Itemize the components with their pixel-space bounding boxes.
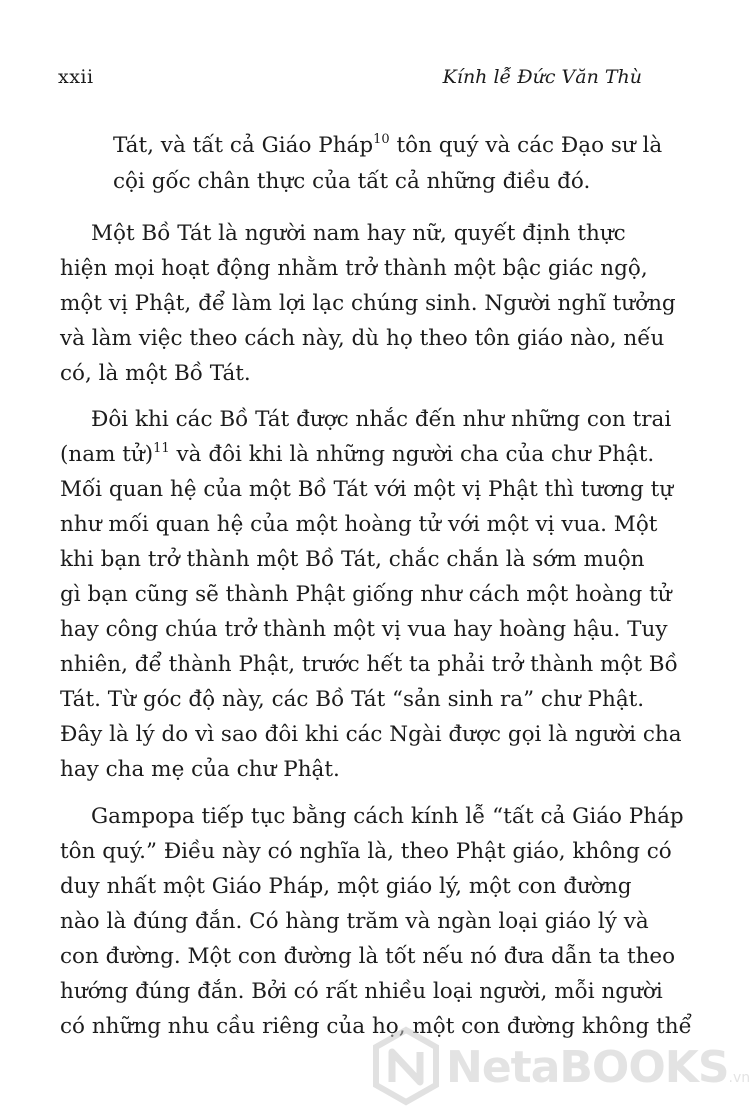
text-line: hướng đúng đắn. Bởi có rất nhiều loại người, mỗi người <box>60 979 663 1004</box>
text-line: có, là một Bồ Tát. <box>60 361 251 386</box>
text-line: Tát, và tất cả Giáo Pháp$^{10}$ tôn quý và các Đạo sư là <box>113 132 663 158</box>
text-line: Đôi khi các Bồ Tát được nhắc đến như những con trai <box>91 407 672 432</box>
text-line: duy nhất một Giáo Pháp, một giáo lý, một con đường <box>60 874 632 899</box>
page-number: xxii <box>58 66 94 88</box>
watermark-suffix: .vn <box>728 1070 750 1086</box>
text-line: con đường. Một con đường là tốt nếu nó đưa dẫn ta theo <box>60 944 676 969</box>
text-line: (nam tử)$^{11}$ và đôi khi là những người cha của chư Phật. <box>60 441 655 467</box>
footnote-ref[interactable]: 10 <box>373 132 390 147</box>
footnote-ref[interactable]: 11 <box>153 441 170 456</box>
text-line: tôn quý.” Điều này có nghĩa là, theo Phật giáo, không có <box>60 839 672 864</box>
text-line: gì bạn cũng sẽ thành Phật giống như cách một hoàng tử <box>60 582 672 607</box>
text-line: Đây là lý do vì sao đôi khi các Ngài được gọi là người cha <box>60 722 682 747</box>
text-line: Tát. Từ góc độ này, các Bồ Tát “sản sinh ra” chư Phật. <box>60 687 645 712</box>
text-line: Một Bồ Tát là người nam hay nữ, quyết định thực <box>91 221 626 246</box>
text-line: Gampopa tiếp tục bằng cách kính lễ “tất cả Giáo Pháp <box>91 804 684 829</box>
text-line: một vị Phật, để làm lợi lạc chúng sinh. Người nghĩ tưởng <box>60 291 676 316</box>
text-line: hiện mọi hoạt động nhằm trở thành một bậc giác ngộ, <box>60 256 648 281</box>
text-line: và làm việc theo cách này, dù họ theo tôn giáo nào, nếu <box>60 326 665 351</box>
text-line: khi bạn trở thành một Bồ Tát, chắc chắn là sớm muộn <box>60 547 645 572</box>
neta-logo-icon <box>372 1028 440 1104</box>
text-line: như mối quan hệ của một hoàng tử với một vị vua. Một <box>60 512 658 537</box>
watermark-brand: NetaBOOKS.vn <box>446 1042 750 1093</box>
text-line: hay công chúa trở thành một vị vua hay hoàng hậu. Tuy <box>60 617 668 642</box>
text-line: có những nhu cầu riêng của họ, một con đường không thể <box>60 1014 692 1039</box>
watermark <box>372 1024 750 1114</box>
text-line: cội gốc chân thực của tất cả những điều đó. <box>113 169 591 194</box>
text-line: nào là đúng đắn. Có hàng trăm và ngàn loại giáo lý và <box>60 909 649 934</box>
text-line: nhiên, để thành Phật, trước hết ta phải trở thành một Bồ <box>60 652 678 677</box>
page-header <box>58 66 642 96</box>
running-title: Kính lễ Đức Văn Thù <box>442 66 642 88</box>
text-line: Mối quan hệ của một Bồ Tát với một vị Phật thì tương tự <box>60 477 674 502</box>
text-line: hay cha mẹ của chư Phật. <box>60 757 340 782</box>
